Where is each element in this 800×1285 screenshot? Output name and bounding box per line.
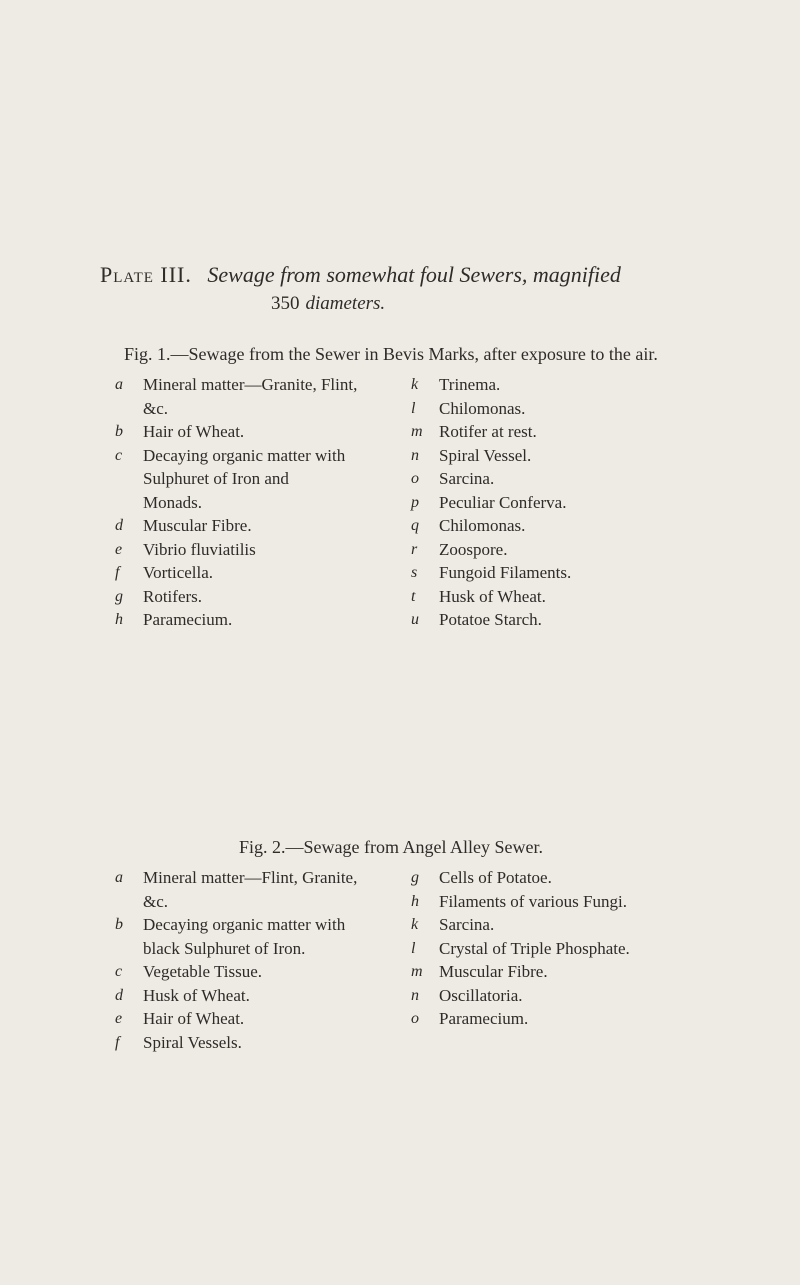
legend-text: Rotifer at rest. bbox=[439, 422, 537, 441]
legend-letter: b bbox=[115, 423, 123, 440]
legend-item bbox=[411, 491, 711, 515]
legend-item bbox=[411, 373, 711, 397]
legend-letter: h bbox=[411, 892, 419, 910]
legend-text: Trinema. bbox=[439, 375, 501, 394]
legend-text: Muscular Fibre. bbox=[143, 516, 252, 535]
legend-item bbox=[411, 890, 711, 914]
legend-item bbox=[411, 913, 711, 937]
plate-title bbox=[100, 262, 621, 288]
legend-item bbox=[115, 913, 387, 960]
legend-item bbox=[115, 444, 377, 515]
legend-text: Rotifers. bbox=[143, 586, 203, 606]
legend-letter: n bbox=[411, 446, 419, 464]
legend-text: &c. bbox=[143, 891, 169, 911]
legend-item bbox=[411, 585, 711, 609]
legend-text: Hair of Wheat. bbox=[143, 422, 245, 441]
legend-item bbox=[115, 514, 377, 538]
legend-item bbox=[115, 420, 377, 444]
legend-text: Mineral matter—Flint, Granite, bbox=[143, 868, 358, 887]
legend-item bbox=[411, 420, 711, 444]
legend-item bbox=[115, 984, 387, 1008]
legend-text: Decaying organic matter with bbox=[143, 915, 346, 934]
legend-text: Spiral Vessel. bbox=[439, 445, 532, 465]
legend-text: Sarcina. bbox=[439, 915, 495, 934]
legend-item bbox=[115, 373, 377, 420]
legend-text: Husk of Wheat. bbox=[143, 985, 250, 1005]
legend-text: Cells of Potatoe. bbox=[439, 868, 552, 887]
legend-letter: d bbox=[115, 986, 123, 1004]
legend-text: Sulphuret of Iron and bbox=[143, 469, 289, 488]
plate-title-text: Sewage from somewhat foul Sewers, magnified bbox=[207, 262, 621, 287]
legend-letter: l bbox=[411, 399, 416, 417]
legend-text: Oscillatoria. bbox=[439, 985, 523, 1005]
legend-text: Sarcina. bbox=[439, 469, 495, 488]
legend-item bbox=[411, 1007, 711, 1031]
legend-item bbox=[115, 1031, 387, 1055]
legend-letter: r bbox=[411, 540, 418, 558]
legend-item bbox=[115, 538, 377, 562]
legend-item bbox=[411, 937, 711, 961]
legend-text: Vibrio fluviatilis bbox=[143, 539, 256, 559]
legend-letter: u bbox=[411, 611, 419, 628]
legend-letter: k bbox=[411, 916, 419, 933]
legend-text: Vorticella. bbox=[143, 563, 214, 582]
legend-letter: m bbox=[411, 963, 423, 980]
plate-subtitle bbox=[271, 293, 385, 315]
legend-item bbox=[115, 608, 377, 632]
magnification-unit: diameters. bbox=[305, 293, 386, 314]
legend-item bbox=[411, 608, 711, 632]
legend-item bbox=[411, 866, 711, 890]
legend-text: Paramecium. bbox=[439, 1009, 529, 1028]
plate-label: Plate III. bbox=[100, 262, 192, 287]
fig1-legend-left bbox=[115, 373, 377, 632]
legend-text: Muscular Fibre. bbox=[439, 962, 548, 981]
legend-letter: g bbox=[411, 869, 419, 886]
legend-item bbox=[411, 397, 711, 421]
legend-item bbox=[115, 585, 377, 609]
legend-letter: t bbox=[411, 587, 416, 605]
legend-text: Spiral Vessels. bbox=[143, 1032, 242, 1052]
legend-item bbox=[411, 514, 711, 538]
legend-letter: q bbox=[411, 517, 419, 534]
legend-letter: f bbox=[115, 564, 120, 581]
legend-letter: e bbox=[115, 1010, 123, 1027]
fig2-legend-left bbox=[115, 866, 387, 1054]
legend-letter: l bbox=[411, 939, 416, 957]
legend-item bbox=[411, 960, 711, 984]
legend-text: Hair of Wheat. bbox=[143, 1009, 245, 1028]
legend-item bbox=[411, 444, 711, 468]
legend-letter: h bbox=[115, 611, 123, 628]
legend-item bbox=[115, 866, 387, 913]
legend-letter: c bbox=[115, 446, 123, 464]
legend-letter: s bbox=[411, 564, 418, 581]
legend-text: &c. bbox=[143, 398, 169, 418]
fig2-legend-right bbox=[411, 866, 711, 1031]
legend-text: Paramecium. bbox=[143, 610, 233, 629]
legend-letter: a bbox=[115, 376, 123, 393]
legend-text: Mineral matter—Granite, Flint, bbox=[143, 375, 358, 394]
legend-text: Husk of Wheat. bbox=[439, 586, 546, 606]
legend-letter: k bbox=[411, 376, 419, 393]
legend-item bbox=[115, 960, 387, 984]
legend-letter: f bbox=[115, 1033, 120, 1051]
legend-text: Fungoid Filaments. bbox=[439, 563, 572, 582]
magnification-number: 350 bbox=[271, 293, 300, 314]
legend-letter: n bbox=[411, 986, 419, 1004]
legend-text: Potatoe Starch. bbox=[439, 610, 542, 629]
legend-letter: p bbox=[411, 493, 419, 511]
legend-text: Zoospore. bbox=[439, 539, 508, 559]
legend-item bbox=[115, 561, 377, 585]
legend-letter: g bbox=[115, 587, 123, 605]
legend-item bbox=[411, 561, 711, 585]
legend-item bbox=[411, 467, 711, 491]
legend-text: Chilomonas. bbox=[439, 516, 526, 535]
legend-letter: m bbox=[411, 423, 423, 440]
fig1-legend-right bbox=[411, 373, 711, 632]
legend-letter: o bbox=[411, 1010, 419, 1027]
legend-item bbox=[411, 538, 711, 562]
legend-text: Chilomonas. bbox=[439, 398, 526, 418]
legend-item bbox=[411, 984, 711, 1008]
legend-letter: o bbox=[411, 470, 419, 487]
legend-text: Filaments of various Fungi. bbox=[439, 891, 627, 911]
fig1-caption: Fig. 1.—Sewage from the Sewer in Bevis Marks, after exposure to the air. bbox=[124, 344, 658, 364]
legend-text: Peculiar Conferva. bbox=[439, 492, 567, 512]
legend-text: Decaying organic matter with bbox=[143, 445, 346, 465]
legend-item bbox=[115, 1007, 387, 1031]
legend-text: Vegetable Tissue. bbox=[143, 962, 262, 981]
legend-letter: c bbox=[115, 963, 123, 980]
legend-letter: b bbox=[115, 916, 123, 933]
legend-text: Monads. bbox=[143, 492, 203, 512]
fig2-caption: Fig. 2.—Sewage from Angel Alley Sewer. bbox=[239, 837, 543, 857]
legend-letter: e bbox=[115, 540, 123, 558]
legend-letter: a bbox=[115, 869, 123, 886]
legend-text: Crystal of Triple Phosphate. bbox=[439, 938, 630, 958]
legend-text: black Sulphuret of Iron. bbox=[143, 938, 306, 958]
legend-letter: d bbox=[115, 517, 123, 534]
